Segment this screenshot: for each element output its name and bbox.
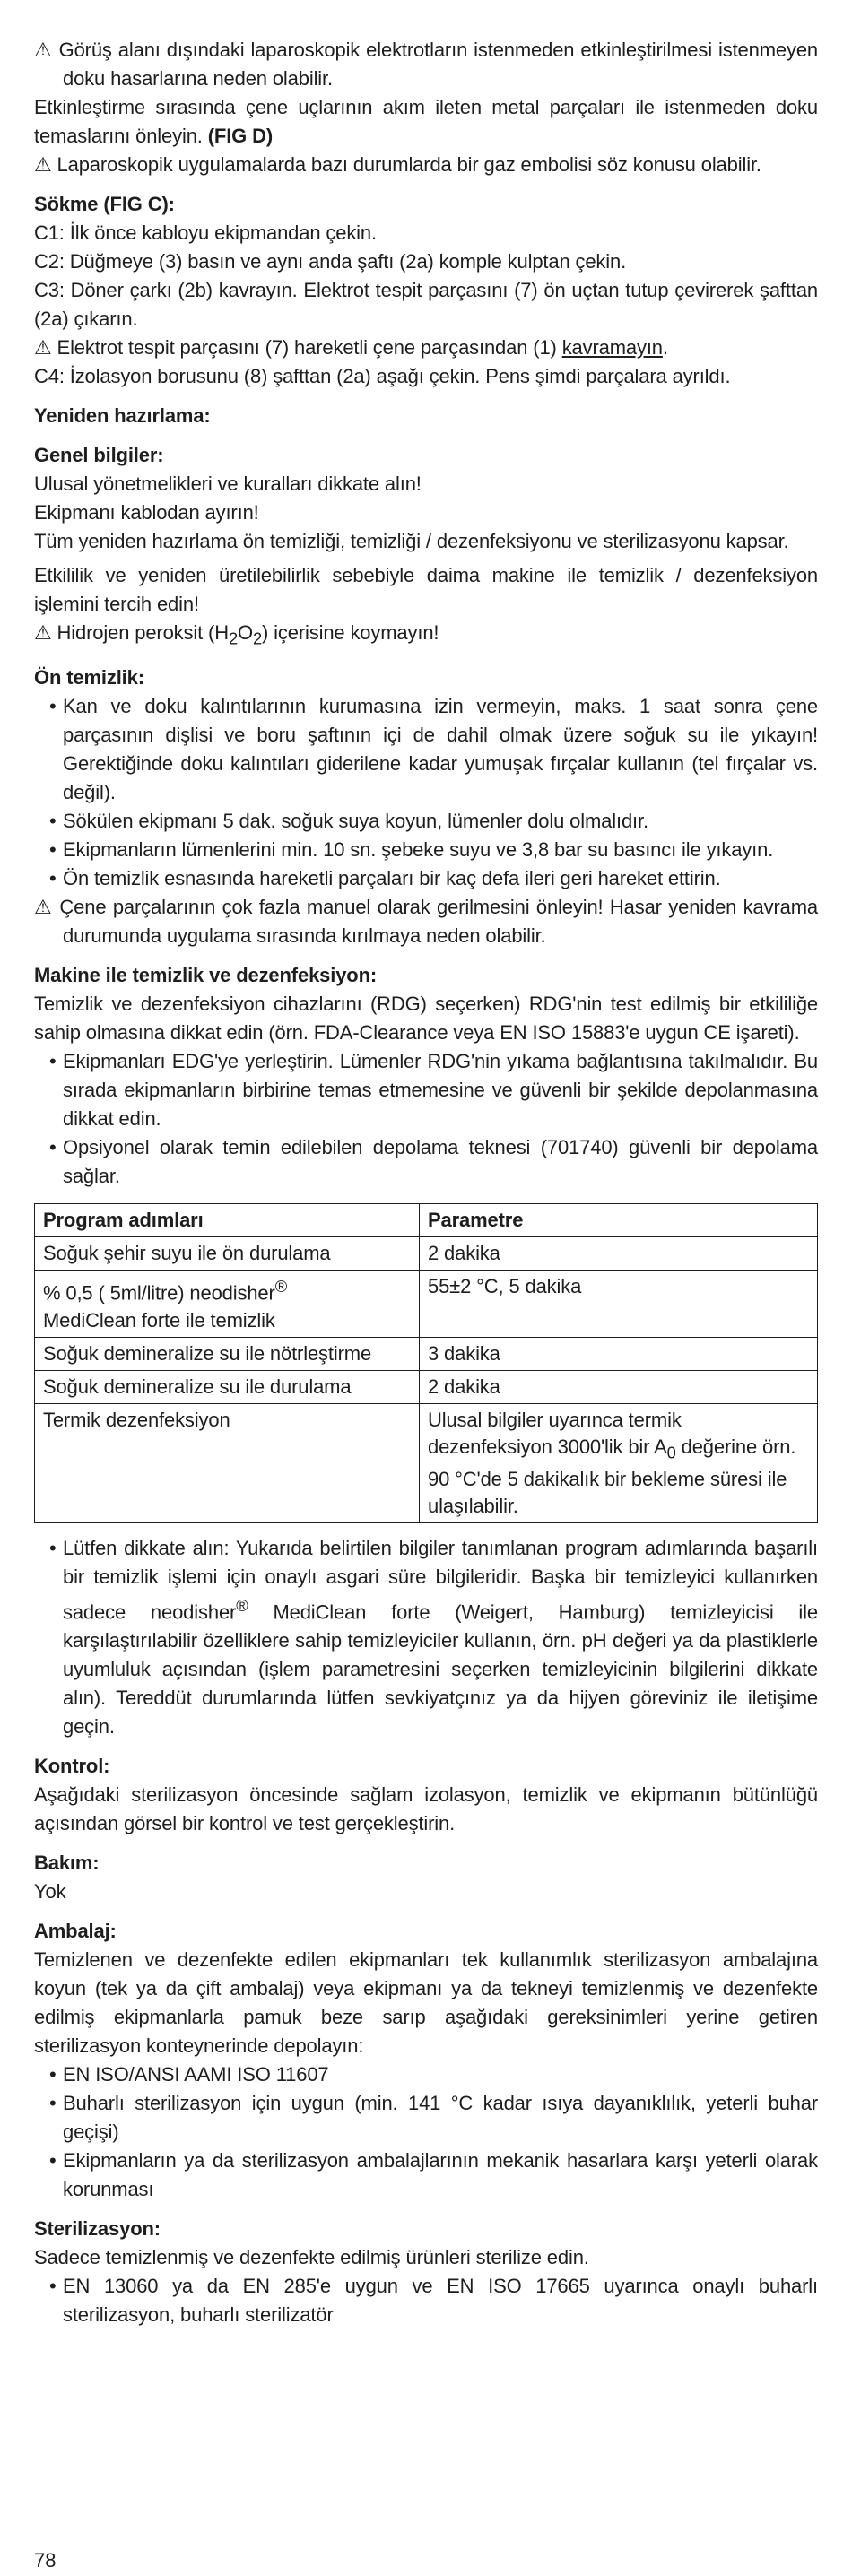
warning-jaw-strain: ⚠ Çene parçalarının çok fazla manuel olarak gerilmesini önleyin! Hasar yeniden kavrama durumunda uygulama sırasında kırılmaya neden olabilir. [34, 893, 818, 950]
heading-disassembly: Sökme (FIG C): [34, 193, 175, 215]
table-cell: 2 dakika [420, 1237, 818, 1271]
program-table [34, 1203, 818, 1523]
figure-ref-d: (FIG D) [207, 125, 273, 147]
paragraph-activation: Etkinleştirme sırasında çene uçlarının akım ileten metal parçaları ile istenmeden doku temaslarını önleyin. (FIG D) [34, 96, 818, 147]
heading-general-info: Genel bilgiler: [34, 444, 164, 466]
general-4: Etkililik ve yeniden üretilebilirlik sebebiyle daima makine ile temizlik / dezenfeksiyon işlemini tercih edin! [34, 564, 818, 615]
control-text: Aşağıdaki sterilizasyon öncesinde sağlam izolasyon, temizlik ve ekipmanın bütünlüğü açısından görsel bir kontrol ve test gerçekleştirin. [34, 1783, 818, 1835]
table-header-parameter: Parametre [420, 1204, 818, 1237]
table-row [35, 1271, 818, 1337]
general-2: Ekipmanı kablodan ayırın! [34, 501, 259, 524]
machine-paragraph: Temizlik ve dezenfeksiyon cihazlarını (RDG) seçerken) RDG'nin test edilmiş bir etkililiğe sahip olmasına dikkat edin (örn. FDA-Clearance veya EN ISO 15883'e uygun CE işareti). [34, 993, 818, 1045]
table-row [35, 1370, 818, 1403]
table-cell: 3 dakika [420, 1337, 818, 1370]
table-cell: Soğuk demineralize su ile nötrleştirme [35, 1337, 420, 1370]
warning-unintended-activation: ⚠ Görüş alanı dışındaki laparoskopik elektrotların istenmeden etkinleştirilmesi istenmeyen doku hasarlarına neden olabilir. [34, 36, 818, 93]
table-cell: Termik dezenfeksiyon [35, 1403, 420, 1522]
step-c3: C3: Döner çarkı (2b) kavrayın. Elektrot tespit parçasını (7) ön uçtan tutup çevirerek şafttan (2a) çıkarın. [34, 279, 818, 330]
list-item: • Kan ve doku kalıntılarının kurumasına izin vermeyin, maks. 1 saat sonra çene parçasının dişlisi ve boru şaftının içi de dahil olmak üzere soğuk su ile yıkayın! Gerektiğinde doku kalıntıları giderilene kadar yumuşak fırçalar kullanın (tel fırçalar vs. değil). [34, 692, 818, 807]
list-item: • EN ISO/ANSI AAMI ISO 11607 [34, 2060, 818, 2089]
step-c2: C2: Düğmeye (3) basın ve aynı anda şaftı (2a) komple kulptan çekin. [34, 250, 627, 273]
sterilization-text: Sadece temizlenmiş ve dezenfekte edilmiş ürünleri sterilize edin. [34, 2246, 589, 2269]
table-header-row [35, 1204, 818, 1237]
step-c1: C1: İlk önce kabloyu ekipmandan çekin. [34, 221, 377, 244]
table-cell: 2 dakika [420, 1370, 818, 1403]
general-1: Ulusal yönetmelikleri ve kuralları dikkate alın! [34, 473, 422, 495]
document-body [34, 36, 818, 2329]
heading-sterilization: Sterilizasyon: [34, 2217, 161, 2241]
table-cell: % 0,5 ( 5ml/litre) neodisher® MediClean forte ile temizlik [35, 1271, 420, 1337]
table-row [35, 1237, 818, 1271]
list-item: • Sökülen ekipmanı 5 dak. soğuk suya koyun, lümenler dolu olmalıdır. [34, 807, 818, 836]
warning-electrode-holder: ⚠ Elektrot tespit parçasını (7) hareketli çene parçasından (1) kavramayın. [34, 334, 818, 362]
list-item: • Ekipmanların ya da sterilizasyon ambalajlarının mekanik hasarlara karşı yeterli olarak korunması [34, 2147, 818, 2204]
list-item: • EN 13060 ya da EN 285'e uygun ve EN ISO 17665 uyarınca onaylı buharlı sterilizasyon, buharlı sterilizatör [34, 2272, 818, 2329]
table-cell: Soğuk demineralize su ile durulama [35, 1370, 420, 1403]
warning-gas-embolism: ⚠ Laparoskopik uygulamalarda bazı durumlarda bir gaz embolisi söz konusu olabilir. [34, 151, 818, 179]
heading-packaging: Ambalaj: [34, 1920, 117, 1943]
table-cell: Ulusal bilgiler uyarınca termik dezenfeksiyon 3000'lik bir $A_0$ değerine örn. 90 °C'de 5 dakikalık bir bekleme süresi ile ulaşılabilir. [420, 1403, 818, 1522]
packaging-text: Temizlenen ve dezenfekte edilen ekipmanları tek kullanımlık sterilizasyon ambalajına koyun (tek ya da çift ambalaj) veya ekipmanı ya da tekneyi temizlenmiş ve dezenfekte edilmiş ekipmanlarla pamuk beze sarıp aşağıdaki gereksinimleri yerine getiren sterilizasyon konteynerinde depolayın: [34, 1948, 818, 2058]
heading-machine-cleaning: Makine ile temizlik ve dezenfeksiyon: [34, 964, 378, 987]
table-cell: Soğuk şehir suyu ile ön durulama [35, 1237, 420, 1271]
table-cell: 55±2 °C, 5 dakika [420, 1271, 818, 1337]
step-c4: C4: İzolasyon borusunu (8) şafttan (2a) aşağı çekin. Pens şimdi parçalara ayrıldı. [34, 365, 731, 387]
page-number: 78 [34, 2549, 57, 2572]
list-item: • Ön temizlik esnasında hareketli parçaları bir kaç defa ileri geri hareket ettirin. [34, 864, 818, 893]
heading-reprocessing: Yeniden hazırlama: [34, 404, 211, 427]
list-item: • Ekipmanları EDG'ye yerleştirin. Lümenler RDG'nin yıkama bağlantısına takılmalıdır. Bu sırada ekipmanların birbirine temas etmemesine ve güvenli bir şekilde depolanmasına dikkat edin. [34, 1047, 818, 1133]
general-3: Tüm yeniden hazırlama ön temizliği, temizliği / dezenfeksiyonu ve sterilizasyonu kapsar. [34, 530, 789, 552]
heading-precleaning: Ön temizlik: [34, 666, 144, 690]
table-header-steps: Program adımları [35, 1204, 420, 1237]
heading-maintenance: Bakım: [34, 1852, 100, 1875]
warning-hydrogen-peroxide: ⚠ Hidrojen peroksit $(H_2O_2)$ içerisine koymayın! [34, 619, 818, 653]
heading-control: Kontrol: [34, 1755, 110, 1778]
list-item: • Buharlı sterilizasyon için uygun (min. 141 °C kadar ısıya dayanıklılık, yeterli buhar geçişi) [34, 2089, 818, 2147]
table-row [35, 1403, 818, 1522]
table-row [35, 1337, 818, 1370]
list-item: • Ekipmanların lümenlerini min. 10 sn. şebeke suyu ve 3,8 bar su basıncı ile yıkayın. [34, 836, 818, 864]
note-cleaning-agent: • Lütfen dikkate alın: Yukarıda belirtilen bilgiler tanımlanan program adımlarında başarılı bir temizlik işlemi için onaylı asgari süre bilgileridir. Başka bir temizleyici kullanırken sadece neodisher® MediClean forte (Weigert, Hamburg) temizleyicisi ile karşılaştırılabilir özelliklere sahip temizleyiciler kullanın, örn. pH değeri ya da plastiklerle uyumluluk açısından (işlem parametresini seçerken temizleyicinin bilgilerini dikkate alın). Tereddüt durumlarında lütfen sevkiyatçınız ya da hijyen göreviniz ile iletişime geçin. [34, 1534, 818, 1741]
list-item: • Opsiyonel olarak temin edilebilen depolama teknesi (701740) güvenli bir depolama sağlar. [34, 1133, 818, 1191]
maintenance-text: Yok [34, 1880, 66, 1904]
